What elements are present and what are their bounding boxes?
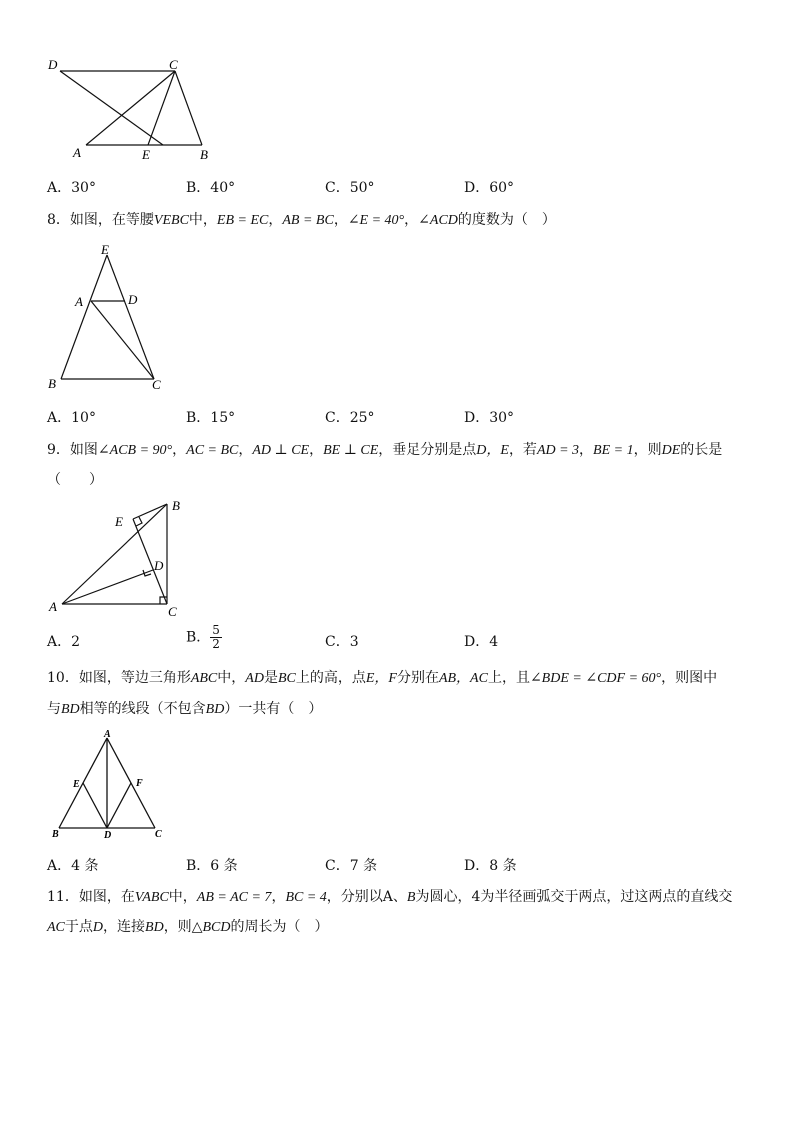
label-A: A	[75, 294, 83, 309]
label-E: E	[142, 147, 150, 162]
q8-stem: 8．如图，在等腰VEBC中，EB = EC，AB = BC，∠E = 40°，∠ACD的度数为（ ）	[47, 212, 556, 228]
label-C: C	[168, 604, 177, 619]
figure-q9	[40, 490, 190, 620]
q9-option-b[interactable]: B． $\frac{5}{2}$	[186, 623, 220, 651]
figure-q7	[40, 52, 220, 167]
label-B: B	[200, 147, 208, 162]
label-D: D	[104, 830, 112, 841]
label-B: B	[172, 498, 180, 513]
label-B: B	[48, 376, 56, 391]
label-A: A	[49, 599, 57, 614]
q7-option-d[interactable]: D．60°	[464, 180, 515, 196]
q8-option-a[interactable]: A．10°	[47, 410, 96, 426]
q10-option-a[interactable]: A．4 条	[47, 858, 99, 874]
q8-option-b[interactable]: B．15°	[186, 410, 236, 426]
label-A: A	[73, 145, 81, 160]
q7-option-b[interactable]: B．40°	[186, 180, 236, 196]
q9-blank: （ ）	[47, 472, 103, 488]
figure-q10	[45, 728, 175, 843]
label-E: E	[115, 514, 123, 529]
q10-option-d[interactable]: D．8 条	[464, 858, 517, 874]
q10-stem-line2: 与BD相等的线段（不包含BD）一共有（ ）	[47, 701, 323, 717]
label-B: B	[52, 829, 59, 840]
label-A: A	[104, 729, 111, 740]
label-E: E	[101, 242, 109, 257]
q9-stem: 9．如图∠ACB = 90°，AC = BC，AD ⊥ CE，BE ⊥ CE，垂足分别是点D，E，若AD = 3，BE = 1，则DE的长是	[47, 442, 723, 458]
q10-stem: 10．如图，等边三角形ABC中，AD是BC上的高，点E，F分别在AB，AC上，且∠BDE = ∠CDF = 60°，则图中	[47, 670, 718, 686]
q10-option-b[interactable]: B．6 条	[186, 858, 238, 874]
label-C: C	[152, 377, 161, 392]
q11-stem-line2: AC于点D，连接BD，则△BCD的周长为（ ）	[47, 919, 329, 935]
q9-option-a[interactable]: A．2	[47, 634, 81, 650]
q7-option-a[interactable]: A．30°	[47, 180, 96, 196]
q7-option-c[interactable]: C．50°	[325, 180, 375, 196]
q9-option-c[interactable]: C．3	[325, 634, 359, 650]
figure-q8	[40, 238, 180, 398]
label-E: E	[73, 779, 80, 790]
q8-option-c[interactable]: C．25°	[325, 410, 375, 426]
q9-option-d[interactable]: D．4	[464, 634, 499, 650]
q10-option-c[interactable]: C．7 条	[325, 858, 378, 874]
q11-stem: 11．如图，在VABC中，AB = AC = 7，BC = 4，分别以A、B为圆心，4为半径画弧交于两点，过这两点的直线交	[47, 889, 733, 905]
label-F: F	[136, 778, 143, 789]
label-D: D	[154, 558, 164, 573]
q8-option-d[interactable]: D．30°	[464, 410, 515, 426]
label-D: D	[48, 57, 58, 72]
fraction: $\frac{5}{2}$	[212, 623, 220, 651]
label-C: C	[169, 57, 178, 72]
label-D: D	[128, 292, 138, 307]
label-C: C	[155, 829, 162, 840]
